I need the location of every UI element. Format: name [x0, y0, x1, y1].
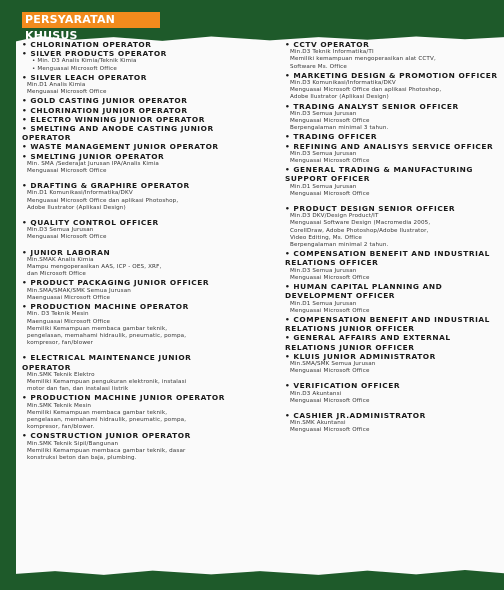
job-entry: [22, 142, 278, 151]
requirement-line: Min.SMAK Analis Kimia: [27, 256, 94, 263]
job-title: • CCTV OPERATOR: [285, 40, 504, 49]
requirement-line: Min. SMA /Sederajat Jurusan IPA/Analis Kimia: [27, 160, 159, 167]
job-title: • TRADING OFFICER: [285, 132, 504, 141]
requirement-line: Min.SMK Teknik Elektro: [27, 371, 95, 378]
requirement-line: CorellDraw, Adobe Photoshop/Adobe Ilustrator,: [290, 227, 429, 234]
requirement-line: Min.D3 Semua Jurusan: [290, 267, 357, 274]
job-title: • MARKETING DESIGN & PROMOTION OFFICER: [285, 71, 504, 80]
job-title: • CONSTRUCTION JUNIOR OPERATOR: [22, 431, 278, 440]
requirement-line: Menguasai Software Design (Macromedia 2005,: [290, 220, 431, 227]
job-title: • COMPENSATION BENEFIT AND INDUSTRIAL RELATIONS OFFICER: [285, 249, 504, 267]
requirement-line: Min.D3 Semua Jurusan: [290, 110, 357, 117]
requirement-line: Min.D3 Semua Jurusan: [290, 150, 357, 157]
job-entry: [285, 333, 504, 351]
job-title: • CASHIER JR.ADMINISTRATOR: [285, 411, 504, 420]
job-title: • QUALITY CONTROL OFFICER: [22, 218, 278, 227]
job-entry: [22, 49, 278, 73]
requirement-line: Menguasai Microsoft Office: [27, 89, 107, 96]
requirement-line: Menguasai Microsoft Office: [290, 368, 370, 375]
requirement-line: Menguasai Microsoft Office: [290, 274, 370, 281]
requirement-line: Menguasai Microsoft Office: [290, 158, 370, 165]
requirement-line: Memiliki Kemampuan membaca gambar teknik,: [27, 325, 168, 332]
requirement-line: Berpengalaman minimal 2 tahun.: [290, 242, 389, 249]
job-title: • GENERAL AFFAIRS AND EXTERNAL RELATIONS JUNIOR OFFICER: [285, 333, 504, 351]
job-entry: [285, 352, 504, 382]
job-entry: [285, 411, 504, 435]
job-title: • SMELTING AND ANODE CASTING JUNIOR OPERATOR: [22, 124, 278, 142]
requirement-line: Berpengalaman minimal 3 tahun.: [290, 125, 389, 132]
job-title: • SMELTING JUNIOR OPERATOR: [22, 152, 278, 161]
requirement-line: Memiliki Kemampuan membaca gambar teknik,: [27, 409, 168, 416]
job-entry: [285, 165, 504, 204]
requirement-bullet: • Min. D3 Analis Kimia/Teknik Kimia: [22, 58, 278, 65]
job-title: • CHLORINATION JUNIOR OPERATOR: [22, 106, 278, 115]
job-entry: [22, 353, 278, 393]
requirement-line: Memiliki Kemampuan membaca gambar teknik, dasar: [27, 447, 186, 454]
requirement-line: Menguasai Microsoft Office: [290, 427, 370, 434]
requirement-line: Min.D3 DKV/Design Product/IT: [290, 213, 379, 220]
requirement-line: Video Editing, Ms. Office: [290, 234, 362, 241]
job-title: • DRAFTING & GRAPHIRE OPERATOR: [22, 181, 278, 190]
job-entry: [285, 249, 504, 282]
requirement-line: Menguasai Microsoft Office: [27, 234, 107, 241]
requirement-line: Menguasai Microsoft Office: [290, 307, 370, 314]
right-column: [285, 40, 504, 435]
job-title: • GENERAL TRADING & MANUFACTURING SUPPORT OFFICER: [285, 165, 504, 183]
requirement-line: Min.D1 Analis Kimia: [27, 82, 86, 89]
requirement-line: pengelasan, memahami hidraulik, pneumatic, pompa,: [27, 332, 187, 339]
requirement-line: motor dan fan, dan instalasi listrik: [27, 386, 129, 393]
job-title: • SILVER LEACH OPERATOR: [22, 73, 278, 82]
job-title: • VERIFICATION OFFICER: [285, 381, 504, 390]
requirement-line: Min.D1 Semua Jurusan: [290, 183, 357, 190]
requirement-line: Min.D1 Komunikasi/Informatika/DKV: [27, 190, 133, 197]
requirement-line: pengelasan, memahami hidraulik, pneumatic, pompa,: [27, 416, 187, 423]
job-entry: [22, 278, 278, 302]
requirement-line: Min.SMA/SMK Semua Jurusan: [290, 360, 376, 367]
job-entry: [22, 302, 278, 353]
requirement-line: Memiliki Kemampuan pengukuran elektronik, instalasi: [27, 378, 187, 385]
requirement-line: Min.SMA/SMAK/SMK Semua Jurusan: [27, 287, 131, 294]
requirement-line: Menguasai Microsoft Office: [290, 397, 370, 404]
requirement-line: Menguasai Microsoft Office: [290, 190, 370, 197]
job-entry: [22, 96, 278, 105]
requirement-line: kompresor, fan/blower: [27, 340, 94, 347]
job-entry: [285, 132, 504, 141]
job-entry: [22, 73, 278, 97]
job-title: • ELECTRICAL MAINTENANCE JUNIOR OPERATOR: [22, 353, 278, 371]
requirement-line: Mampu mengoperasikan AAS, ICP - OES, XRF,: [27, 264, 162, 271]
job-title: • TRADING ANALYST SENIOR OFFICER: [285, 102, 504, 111]
requirement-line: Adobe Ilustrator (Aplikasi Design): [290, 94, 389, 101]
job-entry: [285, 204, 504, 249]
requirement-line: Min. D3 Teknik Mesin: [27, 311, 89, 318]
job-entry: [285, 40, 504, 71]
job-title: • KLUIS JUNIOR ADMINISTRATOR: [285, 352, 504, 361]
job-entry: [285, 381, 504, 411]
job-entry: [22, 40, 278, 49]
section-header: PERSYARATAN KHUSUS: [22, 12, 160, 28]
job-entry: [22, 124, 278, 142]
job-title: • SILVER PRODUCTS OPERATOR: [22, 49, 278, 58]
job-entry: [22, 115, 278, 124]
requirement-line: Min.D1 Semua Jurusan: [290, 300, 357, 307]
job-title: • CHLORINATION OPERATOR: [22, 40, 278, 49]
job-entry: [22, 152, 278, 182]
left-column: [22, 40, 278, 462]
requirement-line: Memiliki kemampuan mengoperasikan alat CCTV,: [290, 56, 436, 63]
job-title: • PRODUCTION MACHINE OPERATOR: [22, 302, 278, 311]
requirement-line: Menguasai Microsoft Office: [27, 168, 107, 175]
job-entry: [285, 71, 504, 102]
job-entry: [22, 181, 278, 218]
job-entry: [285, 102, 504, 133]
requirement-line: Min.D3 Akuntansi: [290, 390, 342, 397]
job-title: • PRODUCT PACKAGING JUNIOR OFFICER: [22, 278, 278, 287]
job-title: • JUNIOR LABORAN: [22, 248, 278, 257]
job-title: • REFINING AND ANALISYS SERVICE OFFICER: [285, 142, 504, 151]
requirement-line: Min.D3 Semua Jurusan: [27, 227, 94, 234]
job-entry: [22, 431, 278, 462]
requirement-line: dan Microsoft Office: [27, 271, 86, 278]
requirement-line: Software Ms. Office: [290, 63, 347, 70]
job-entry: [285, 142, 504, 166]
requirement-line: kompresor, fan/blower.: [27, 424, 95, 431]
requirement-line: Menguasai Microsoft Office dan aplikasi Photoshop,: [27, 197, 179, 204]
requirement-line: Adobe Ilustrator (Aplikasi Design): [27, 204, 126, 211]
requirement-line: Min.D3 Komunikasi/Informatika/DKV: [290, 80, 396, 87]
requirement-line: Menguasai Microsoft Office: [290, 118, 370, 125]
job-entry: [285, 315, 504, 333]
requirement-bullet: • Menguasai Microsoft Office: [22, 66, 278, 73]
job-title: • GOLD CASTING JUNIOR OPERATOR: [22, 96, 278, 105]
job-entry: [22, 106, 278, 115]
requirement-line: Maenguasai Microsoft Office: [27, 294, 111, 301]
requirement-line: Maenguasai Microsoft Office: [27, 318, 111, 325]
job-entry: [22, 393, 278, 431]
requirement-line: Min.D3 Teknik Informatika/TI: [290, 49, 374, 56]
job-title: • PRODUCTION MACHINE JUNIOR OPERATOR: [22, 393, 278, 402]
requirement-line: Min.SMK Teknik Mesin: [27, 402, 92, 409]
job-entry: [22, 218, 278, 248]
requirement-line: konstruksi beton dan baja, plumbing.: [27, 454, 137, 461]
job-title: • COMPENSATION BENEFIT AND INDUSTRIAL RELATIONS JUNIOR OFFICER: [285, 315, 504, 333]
requirement-line: Menguasai Microsoft Office dan aplikasi Photoshop,: [290, 87, 442, 94]
job-entry: [285, 282, 504, 315]
job-title: • HUMAN CAPITAL PLANNING AND DEVELOPMENT OFFICER: [285, 282, 504, 300]
job-entry: [22, 248, 278, 279]
requirement-line: Min.SMK Teknik Sipil/Bangunan: [27, 440, 119, 447]
requirement-line: Min.SMK Akuntansi: [290, 420, 346, 427]
job-title: • PRODUCT DESIGN SENIOR OFFICER: [285, 204, 504, 213]
job-title: • WASTE MANAGEMENT JUNIOR OPERATOR: [22, 142, 278, 151]
job-title: • ELECTRO WINNING JUNIOR OPERATOR: [22, 115, 278, 124]
